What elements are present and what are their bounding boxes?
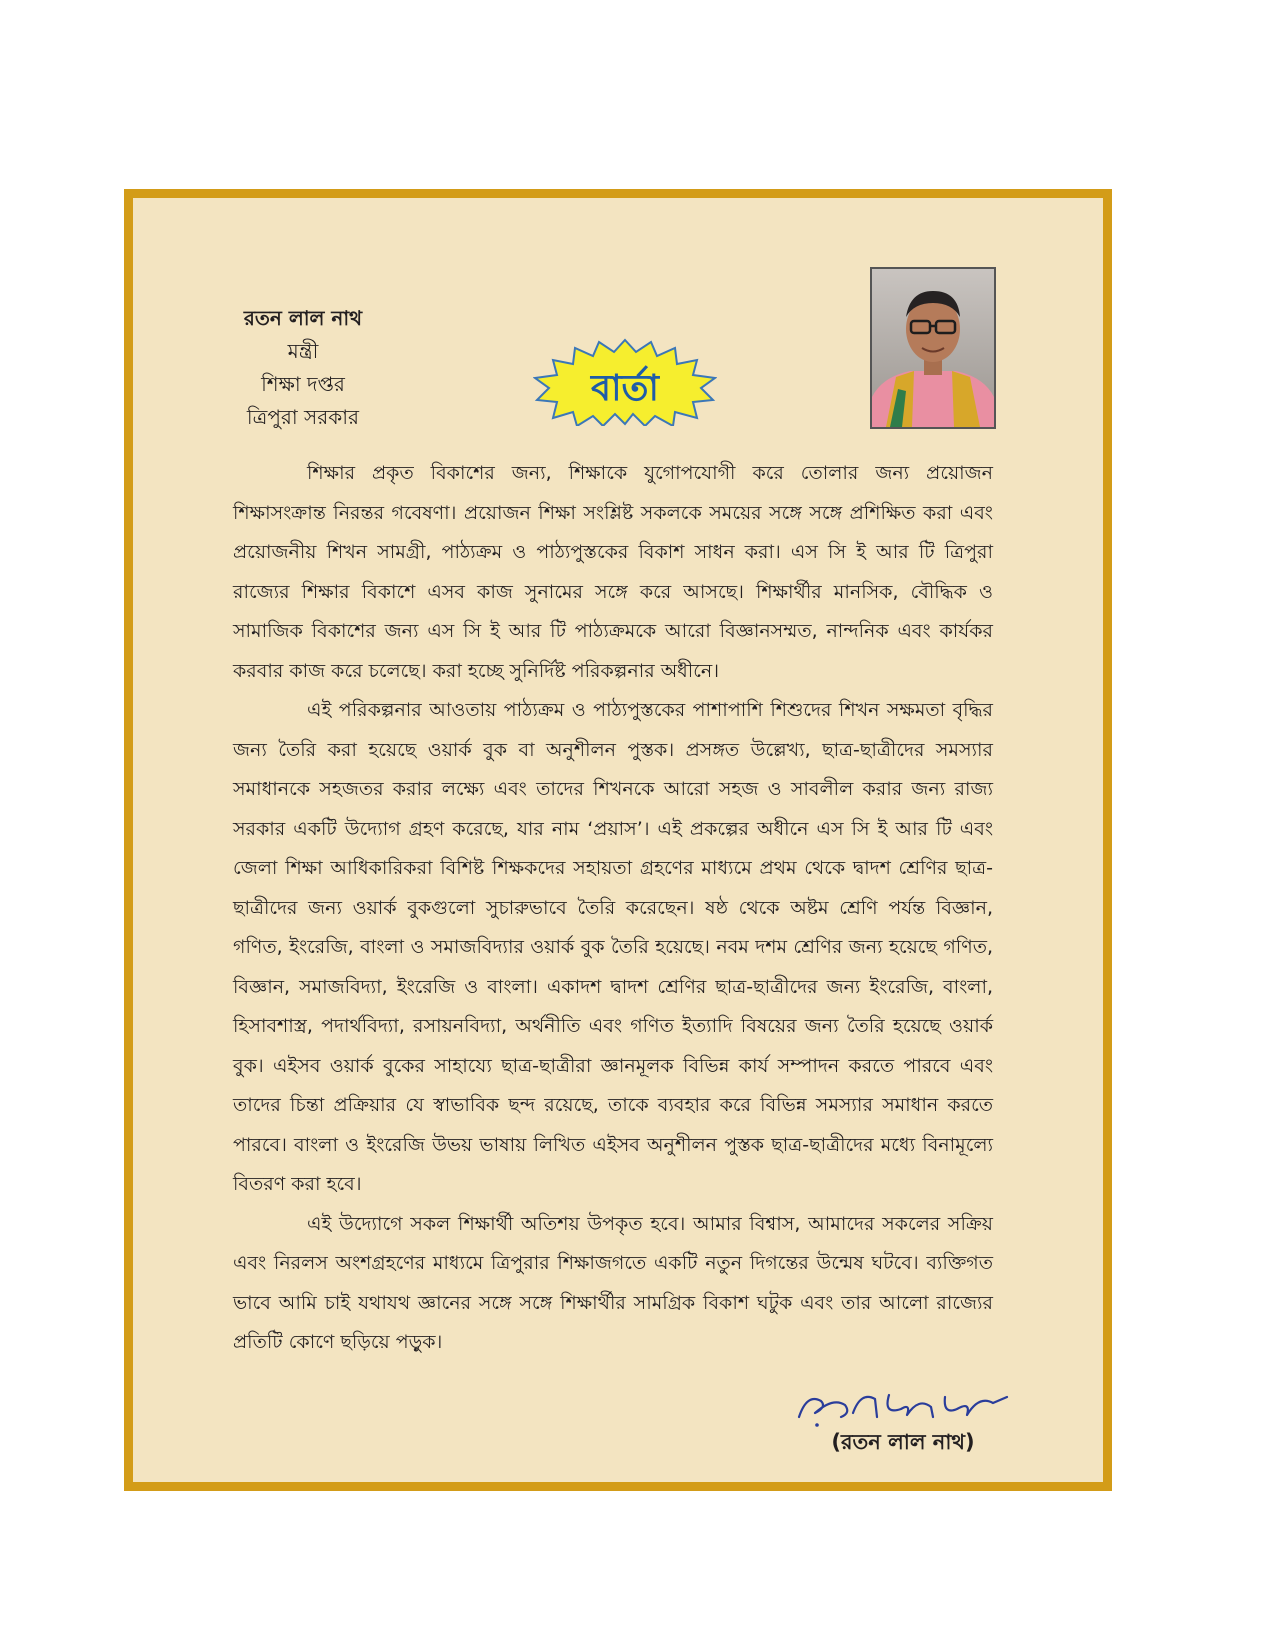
badge-label: বার্তা: [591, 368, 659, 409]
paragraph: এই পরিকল্পনার আওতায় পাঠ্যক্রম ও পাঠ্যপুস্তকের পাশাপাশি শিশুদের শিখন সক্ষমতা বৃদ্ধির জন্য তৈরি করা হয়েছে ওয়ার্ক বুক বা অনুশীলন পুস্তক। প্রসঙ্গত উল্লেখ্য, ছাত্র-ছাত্রীদের সমস্যার সমাধানকে সহজতর করার লক্ষ্যে এবং তাদের শিখনকে আরো সহজ ও সাবলীল করার জন্য রাজ্য সরকার একটি উদ্যোগ গ্রহণ করেছে, যার নাম ‘প্রয়াস’। এই প্রকল্পের অধীনে এস সি ই আর টি এবং জেলা শিক্ষা আধিকারিকরা বিশিষ্ট শিক্ষকদের সহায়তা গ্রহণের মাধ্যমে প্রথম থেকে দ্বাদশ শ্রেণির ছাত্র-ছাত্রীদের জন্য ওয়ার্ক বুকগুলো সুচারুভাবে তৈরি করেছেন। ষষ্ঠ থেকে অষ্টম শ্রেণি পর্যন্ত বিজ্ঞান, গণিত, ইংরেজি, বাংলা ও সমাজবিদ্যার ওয়ার্ক বুক তৈরি হয়েছে। নবম দশম শ্রেণির জন্য হয়েছে গণিত, বিজ্ঞান, সমাজবিদ্যা, ইংরেজি ও বাংলা। একাদশ দ্বাদশ শ্রেণির ছাত্র-ছাত্রীদের জন্য ইংরেজি, বাংলা, হিসাবশাস্ত্র, পদার্থবিদ্যা, রসায়নবিদ্যা, অর্থনীতি এবং গণিত ইত্যাদি বিষয়ের জন্য তৈরি হয়েছে ওয়ার্ক বুক। এইসব ওয়ার্ক বুকের সাহায্যে ছাত্র-ছাত্রীরা জ্ঞানমূলক বিভিন্ন কার্য সম্পাদন করতে পারবে এবং তাদের চিন্তা প্রক্রিয়ার যে স্বাভাবিক ছন্দ রয়েছে, তাকে ব্যবহার করে বিভিন্ন সমস্যার সমাধান করতে পারবে। বাংলা ও ইংরেজি উভয় ভাষায় লিখিত এইসব অনুশীলন পুস্তক ছাত্র-ছাত্রীদের মধ্যে বিনামূল্যে বিতরণ করা হবে।: [233, 699, 993, 1195]
handwritten-signature: [793, 1383, 1013, 1431]
author-name: রতন লাল নাথ: [243, 306, 363, 330]
message-body: [233, 454, 993, 1363]
author-department: শিক্ষা দপ্তর: [261, 372, 345, 396]
paragraph: এই উদ্যোগে সকল শিক্ষার্থী অতিশয় উপকৃত হবে। আমার বিশ্বাস, আমাদের সকলের সক্রিয় এবং নিরলস অংশগ্রহণের মাধ্যমে ত্রিপুরার শিক্ষাজগতে একটি নতুন দিগন্তের উন্মেষ ঘটবে। ব্যক্তিগত ভাবে আমি চাই যথাযথ জ্ঞানের সঙ্গে সঙ্গে শিক্ষার্থীর সামগ্রিক বিকাশ ঘটুক এবং তার আলো রাজ্যের প্রতিটি কোণে ছড়িয়ে পড়ুক।: [233, 1212, 993, 1353]
author-government: ত্রিপুরা সরকার: [246, 405, 360, 429]
paragraph: শিক্ষার প্রকৃত বিকাশের জন্য, শিক্ষাকে যুগোপযোগী করে তোলার জন্য প্রয়োজন শিক্ষাসংক্রান্ত নিরন্তর গবেষণা। প্রয়োজন শিক্ষা সংশ্লিষ্ট সকলকে সময়ের সঙ্গে সঙ্গে প্রশিক্ষিত করা এবং প্রয়োজনীয় শিখন সামগ্রী, পাঠ্যক্রম ও পাঠ্যপুস্তকের বিকাশ সাধন করা। এস সি ই আর টি ত্রিপুরা রাজ্যের শিক্ষার বিকাশে এসব কাজ সুনামের সঙ্গে করে আসছে। শিক্ষার্থীর মানসিক, বৌদ্ধিক ও সামাজিক বিকাশের জন্য এস সি ই আর টি পাঠ্যক্রমকে আরো বিজ্ঞানসম্মত, নান্দনিক এবং কার্যকর করবার কাজ করে চলেছে। করা হচ্ছে সুনির্দিষ্ট পরিকল্পনার অধীনে।: [233, 462, 993, 682]
message-frame: [124, 189, 1112, 1491]
message-badge: [533, 338, 717, 426]
author-block: [233, 302, 373, 434]
author-designation: মন্ত্রী: [287, 339, 319, 363]
signatory-name: (রতন লাল নাথ): [831, 1430, 975, 1454]
author-photo: [870, 267, 996, 429]
